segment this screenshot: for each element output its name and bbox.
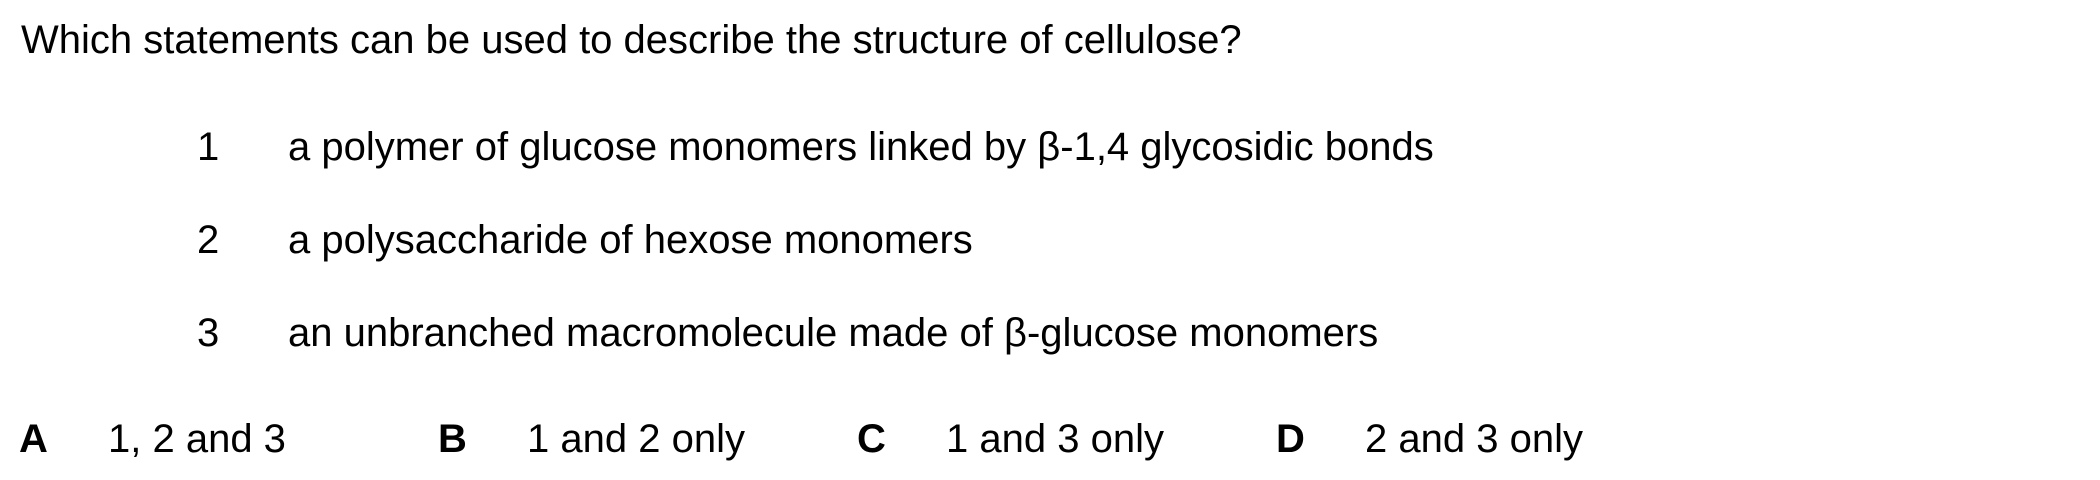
option-d-letter[interactable]: D	[1276, 417, 1305, 461]
option-a-letter[interactable]: A	[19, 417, 48, 461]
option-c-letter[interactable]: C	[857, 417, 886, 461]
statement-text: a polysaccharide of hexose monomers	[288, 218, 973, 262]
option-a-text[interactable]: 1, 2 and 3	[108, 417, 286, 461]
option-d-text[interactable]: 2 and 3 only	[1365, 417, 1583, 461]
statement-number: 1	[197, 125, 220, 169]
option-b-text[interactable]: 1 and 2 only	[527, 417, 745, 461]
question-text: Which statements can be used to describe the structure of cellulose?	[21, 18, 1242, 62]
statement-text: a polymer of glucose monomers linked by β-1,4 glycosidic bonds	[288, 125, 1434, 169]
option-c-text[interactable]: 1 and 3 only	[946, 417, 1164, 461]
option-b-letter[interactable]: B	[438, 417, 467, 461]
statement-text: an unbranched macromolecule made of β-glucose monomers	[288, 311, 1379, 355]
statement-number: 3	[197, 311, 220, 355]
statement-number: 2	[197, 218, 220, 262]
